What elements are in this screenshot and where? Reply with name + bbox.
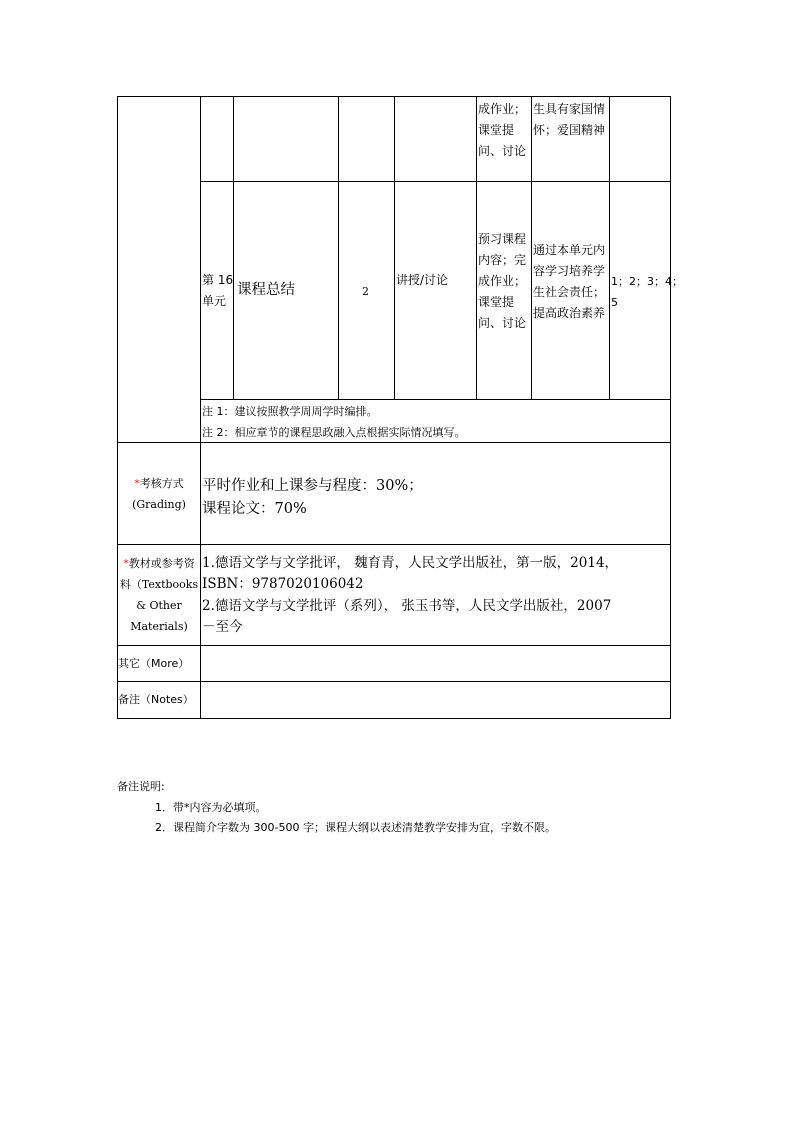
cell-text-line: 1；2；3；4；	[611, 275, 683, 288]
col-divider	[609, 96, 610, 400]
cell-text-line: 怀；爱国精神	[533, 123, 606, 137]
footer-item: 1．带*内容为必填项。	[155, 801, 267, 814]
required-mark: *	[134, 477, 140, 490]
unit-method: 讲授/讨论	[396, 273, 449, 287]
cell-text-line: 课堂提	[478, 295, 515, 309]
footer-title: 备注说明:	[117, 780, 165, 793]
required-mark: *	[123, 557, 129, 570]
table-border-right	[670, 96, 671, 719]
cell-text-line: 成作业；	[478, 274, 527, 288]
materials-label-line: & Other	[136, 599, 182, 612]
col-divider	[476, 96, 477, 400]
row-divider	[200, 181, 671, 182]
notes-label: 备注（Notes）	[118, 693, 194, 706]
grading-label-en: (Grading)	[132, 498, 186, 511]
materials-line: －至今	[202, 619, 243, 635]
col-divider	[531, 96, 532, 400]
cell-text-line: 生社会责任；	[533, 285, 606, 299]
materials-label-line: 料（Textbooks	[119, 578, 199, 591]
materials-line: ISBN：9787020106042	[202, 576, 364, 592]
table-note: 注 1：建议按照教学周周学时编排。	[202, 405, 378, 418]
grading-label	[118, 473, 200, 494]
cell-text-line: 课堂提	[478, 123, 515, 137]
cell-text-line: 预习课程	[478, 232, 527, 246]
col-divider	[233, 96, 234, 400]
materials-line: 2.德语文学与文学批评（系列）， 张玉书等，人民文学出版社，2007	[202, 598, 612, 614]
col-divider	[200, 96, 201, 719]
table-note: 注 2：相应章节的课程思政融入点根据实际情况填写。	[202, 426, 466, 439]
unit-hours: 2	[362, 285, 369, 298]
unit-label-line: 第 16	[202, 273, 234, 287]
cell-text-line: 问、讨论	[478, 144, 527, 158]
cell-text-line: 内容；完	[478, 253, 527, 267]
footer-item: 2．课程简介字数为 300-500 字；课程大纲以表述清楚教学安排为宜，字数不限。	[155, 821, 556, 834]
col-divider	[338, 96, 339, 400]
materials-label	[118, 553, 200, 574]
materials-line: 1.德语文学与文学批评， 魏育青，人民文学出版社，第一版，2014，	[202, 555, 619, 571]
row-divider	[200, 399, 671, 400]
cell-text-line: 生具有家国情	[533, 102, 606, 116]
materials-label-text: 教材或参考资	[128, 557, 195, 570]
grading-line: 课程论文：70%	[202, 501, 307, 517]
cell-text-line: 问、讨论	[478, 316, 527, 330]
unit-content: 课程总结	[237, 282, 295, 298]
cell-text-line: 提高政治素养	[533, 306, 606, 320]
materials-label-line: Materials)	[130, 620, 188, 633]
cell-text-line: 通过本单元内	[533, 243, 606, 257]
grading-line: 平时作业和上课参与程度：30%；	[202, 478, 423, 494]
more-label: 其它（More）	[118, 657, 190, 670]
grading-label-text: 考核方式	[139, 477, 184, 490]
col-divider	[394, 96, 395, 400]
cell-text-line: 5	[611, 296, 618, 309]
unit-label-line: 单元	[202, 294, 227, 308]
cell-text-line: 成作业；	[478, 102, 527, 116]
cell-text-line: 容学习培养学	[533, 264, 606, 278]
